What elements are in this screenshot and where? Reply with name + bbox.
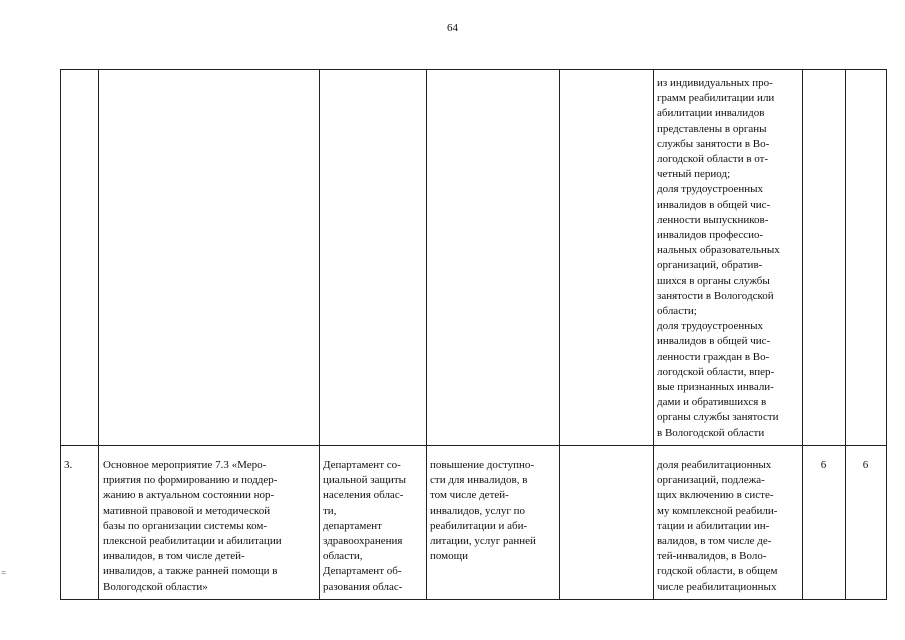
- col-border: [98, 69, 99, 600]
- executor-cell: Департамент со- циальной защиты населения облас- ти, департамент здравоохранения области, Департамент об- разования облас-: [323, 459, 407, 593]
- col-border: [319, 69, 320, 600]
- margin-mark: =: [1, 568, 7, 578]
- indicator-cell: доля реабилитационных организаций, подлежа- щих включению в систе- му комплексной реабили- тации и абилитации ин- валидов, в том числе де- тей-инвалидов, в Воло- годской области, в общем числе реабилитационных: [657, 459, 778, 593]
- col-border: [559, 69, 560, 600]
- value-cell-b: 6: [862, 459, 869, 471]
- row-divider: [60, 445, 887, 446]
- col-border: [426, 69, 427, 600]
- indicator-cell-continued: из индивидуальных про- грамм реабилитации или абилитации инвалидов представлены в органы службы занятости в Во- логодской области в от- четный период; доля трудоустроенных инвалидов в общей чис- ленности выпускников- инвалидов профессио- нальных образовательных организаций, обратив- шихся в органы службы занятости в Вологодской области; доля трудоустроенных инвалидов в общей чис- ленности граждан в Во- логодской области, впер- вые признанных инвали- дами и обратившихся в органы службы занятости в Вологодской области: [657, 77, 780, 439]
- event-cell: Основное мероприятие 7.3 «Меро- приятия по формированию и поддер- жанию в актуальном состоянии нор- мативной правовой и методической базы по организации системы ком- плексной реабилитации и абилитации инвалидов, в том числе детей- инвалидов, а также ранней помощи в Вологодской области»: [103, 459, 282, 593]
- table-top-border: [60, 69, 887, 70]
- table-bottom-border: [60, 599, 887, 600]
- col-border: [60, 69, 61, 600]
- page-number: 64: [447, 22, 458, 34]
- value-cell-a: 6: [820, 459, 827, 471]
- col-border: [845, 69, 846, 600]
- col-border: [802, 69, 803, 600]
- col-border: [653, 69, 654, 600]
- row-number: 3.: [64, 459, 73, 471]
- col-border: [886, 69, 887, 600]
- result-cell: повышение доступно- сти для инвалидов, в том числе детей- инвалидов, услуг по реабилитации и аби- литации, услуг ранней помощи: [430, 459, 536, 563]
